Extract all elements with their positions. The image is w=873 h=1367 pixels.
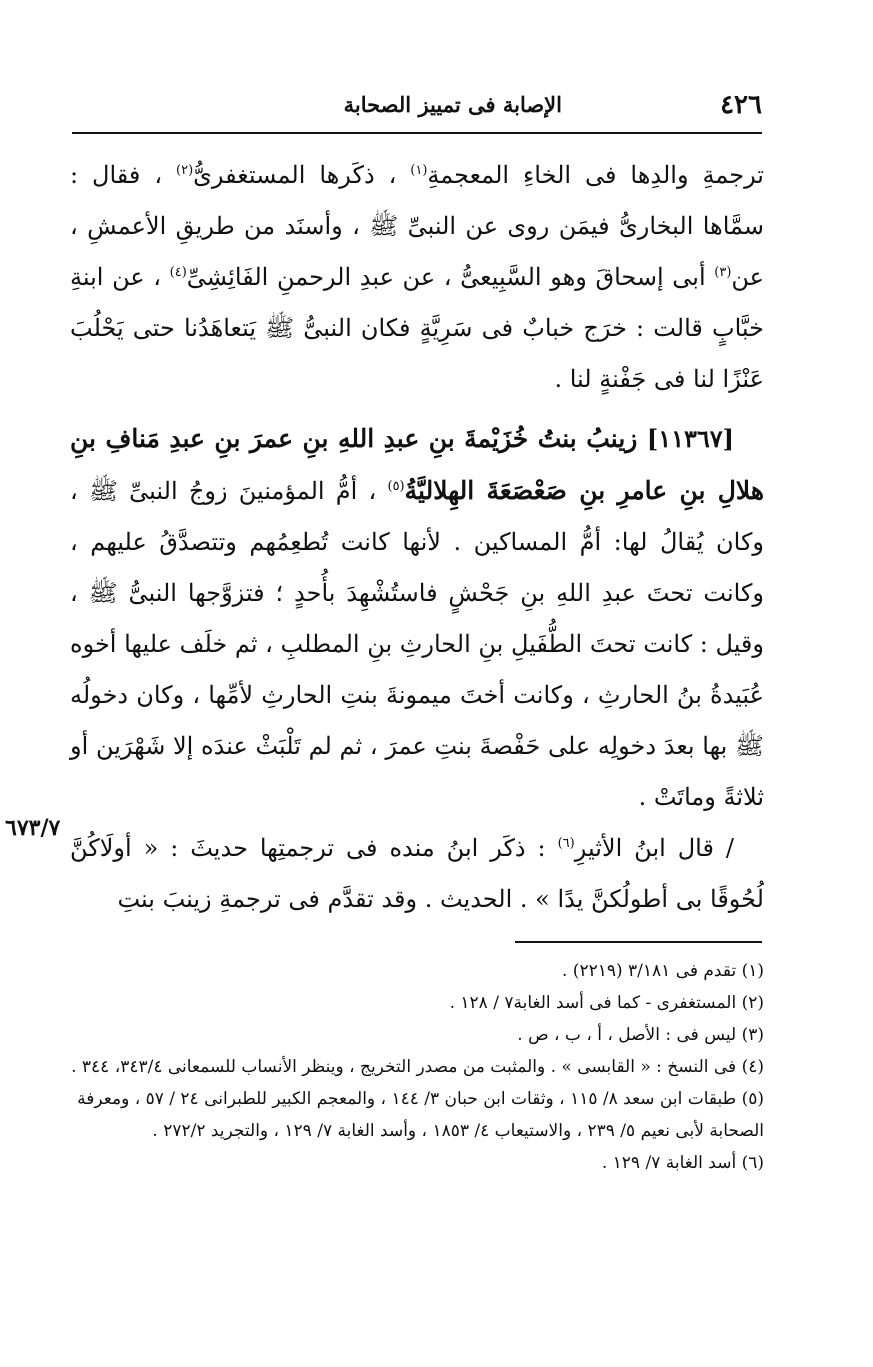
footnote: (٤) فى النسخ : « القابسى » . والمثبت من مصدر التخريج ، وينظر الأنساب للسمعانى ٣٤٣/٤، ٣٤٤ . [71, 1057, 764, 1077]
entry-paragraph [70, 413, 764, 823]
paragraph [70, 823, 764, 925]
entry-number: [١١٣٦٧] [646, 424, 734, 453]
text-run: ، فقال : سمَّاها البخارىُّ فيمَن روى عن النبىِّ ﷺ ، وأسنَد من طريقِ الأعمشِ ، عن [70, 161, 764, 291]
page-number: ٤٢٦ [720, 90, 762, 120]
footnote-rule [515, 941, 762, 943]
entry-heading: زينبُ بنتُ خُزَيْمةَ بنِ عبدِ اللهِ بنِ عمرَ بنِ عبدِ مَنافِ بنِ هلالِ بنِ عامرِ بنِ صَعْصَعَةَ الهِلاليَّةُ [70, 424, 765, 505]
text-run: ترجمةِ والدِها فى الخاءِ المعجمةِ [427, 161, 764, 189]
footnote-ref: (٢) [176, 163, 194, 178]
footnote: (٥) طبقات ابن سعد ٨/ ١١٥ ، وثقات ابن حبان ٣/ ١٤٤ ، والمعجم الكبير للطبرانى ٢٤ / ٥٧ ، ومعرفة الصحابة لأبى نعيم ٥/ ٢٣٩ ، والاستيعاب ٤/ ١٨٥٣ ، وأسد الغابة ٧/ ١٢٩ ، والتجريد ٢٧٢/٢ . [77, 1089, 764, 1141]
page-header [72, 86, 762, 126]
text-run: : ذكَر ابنُ منده فى ترجمتِها حديثَ : « أولَاكُنَّ لُحُوقًا بى أطولُكنَّ يدًا » . الحديث . وقد تقدَّم فى ترجمةِ زينبَ بنتِ [70, 834, 764, 913]
text-run: ، أمُّ المؤمنينَ زوجُ النبىِّ ﷺ ، وكان يُقالُ لها: أمُّ المساكين . لأنها كانت تُطعِمُهم وتتصدَّقُ عليهم ، وكانت تحتَ عبدِ اللهِ بنِ جَحْشٍ فاستُشْهِدَ بأُحدٍ ؛ فتزوَّجها النبىُّ ﷺ ، وقيل : كانت تحتَ الطُّفَيلِ بنِ الحارثِ بنِ المطلبِ ، ثم خلَف عليها أخوه عُبَيدةُ بنُ الحارثِ ، وكانت أختَ ميمونةَ بنتِ الحارثِ لأمِّها ، وكان دخولُه ﷺ بها بعدَ دخولِه على حَفْصةَ بنتِ عمرَ ، ثم لم تَلْبَثْ عندَه إلا شَهْرَين أو ثلاثةً وماتَتْ . [70, 477, 764, 811]
footnote: (٢) المستغفرى - كما فى أسد الغابة٧ / ١٢٨ . [449, 993, 764, 1013]
paragraph-continuation [70, 150, 764, 405]
header-rule [72, 132, 762, 134]
footnote-ref: (٣) [714, 265, 732, 280]
footnote-ref: (٦) [557, 836, 575, 851]
footnote: (١) تقدم فى ٣/١٨١ (٢٢١٩) . [562, 961, 764, 981]
margin-reference: ٦٧٣/٧ [5, 815, 61, 841]
footnote-ref: (١) [410, 163, 428, 178]
main-text [70, 150, 764, 925]
text-run: ، ذكَرها المستغفرىُّ [193, 161, 411, 189]
text-run: / قال ابنُ الأثيرِ [574, 834, 734, 862]
footnotes [70, 955, 764, 1179]
footnote-ref: (٥) [387, 479, 405, 494]
footnote: (٦) أسد الغابة ٧/ ١٢٩ . [601, 1153, 764, 1173]
text-run: أبى إسحاقَ وهو السَّبِيعىُّ ، عن عبدِ الرحمنِ الفَائِشِىِّ [186, 263, 715, 291]
footnote: (٣) ليس فى : الأصل ، أ ، ب ، ص . [517, 1025, 764, 1045]
footnote-ref: (٤) [169, 265, 187, 280]
running-title: الإصابة فى تمييز الصحابة [343, 92, 562, 117]
text-run: ، عن ابنةِ خبَّابٍ قالت : خرَج خبابٌ فى سَرِيَّةٍ فكان النبىُّ ﷺ يَتعاهَدُنا حتى يَحْلُبَ عَنْزًا لنا فى جَفْنةٍ لنا . [70, 263, 764, 393]
